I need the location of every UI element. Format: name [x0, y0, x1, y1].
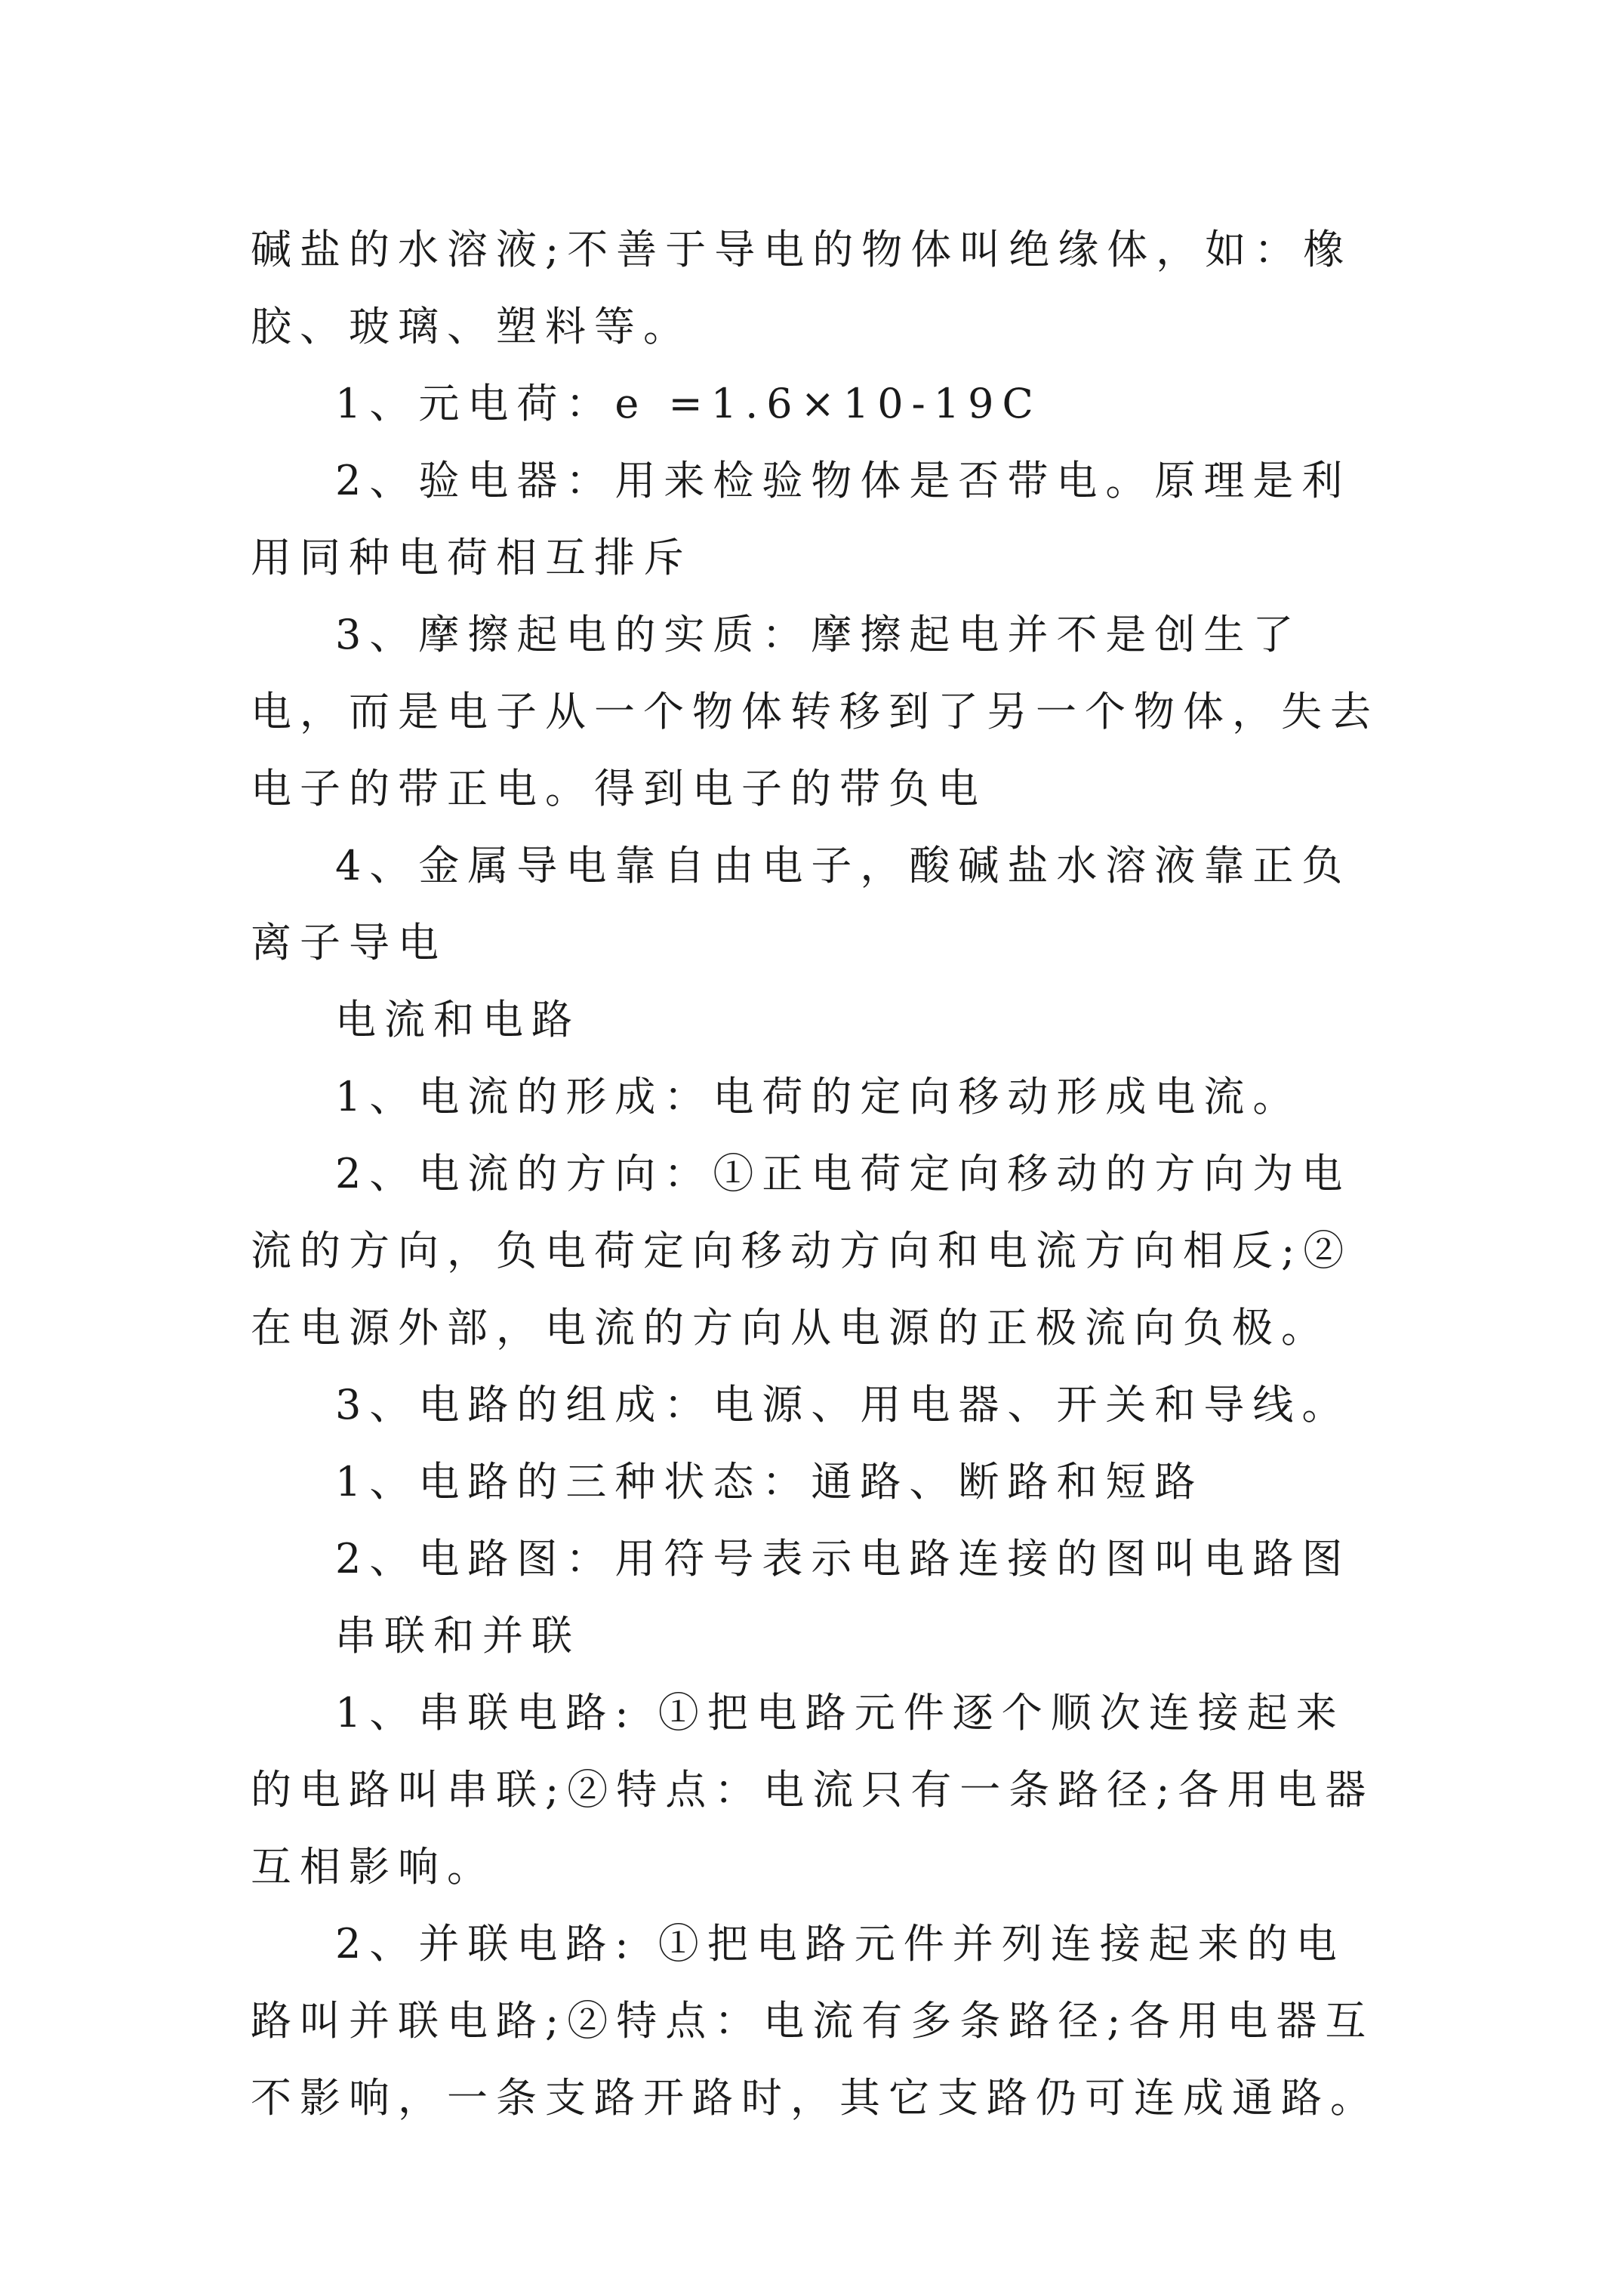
paragraph-conduction: 4、金属导电靠自由电子，酸碱盐水溶液靠正负离子导电	[251, 842, 1351, 966]
paragraph-current-direction: 2、电流的方向：①正电荷定向移动的方向为电流的方向，负电荷定向移动方向和电流方向相反;②在电源外部，电流的方向从电源的正极流向负极。	[251, 1150, 1353, 1351]
paragraph-electroscope: 2、验电器：用来检验物体是否带电。原理是利用同种电荷相互排斥	[251, 457, 1351, 581]
section-heading-series-parallel: 串联和并联	[335, 1612, 581, 1660]
paragraph-series-circuit: 1、串联电路: ①把电路元件逐个顺次连接起来的电路叫串联;②特点：电流只有一条路径;各用电器互相影响。	[251, 1689, 1375, 1891]
section-heading-current-circuit: 电流和电路	[335, 996, 581, 1043]
paragraph-continuation: 碱盐的水溶液;不善于导电的物体叫绝缘体，如：橡胶、玻璃、塑料等。	[251, 226, 1353, 350]
paragraph-circuit-diagram: 2、电路图：用符号表示电路连接的图叫电路图	[335, 1535, 1351, 1583]
paragraph-circuit-states: 1、电路的三种状态：通路、断路和短路	[335, 1458, 1204, 1505]
paragraph-circuit-components: 3、电路的组成：电源、用电器、开关和导线。	[335, 1381, 1351, 1428]
paragraph-parallel-circuit: 2、并联电路: ①把电路元件并列连接起来的电路叫并联电路;②特点：电流有多条路径;各用电器互不影响，一条支路开路时，其它支路仍可连成通路。	[251, 1920, 1379, 2122]
document-body	[251, 211, 1383, 2137]
paragraph-friction-charging: 3、摩擦起电的实质：摩擦起电并不是创生了电，而是电子从一个物体转移到了另一个物体，失去电子的带正电。得到电子的带负电	[251, 611, 1379, 812]
paragraph-elementary-charge: 1、元电荷：e =1.6×10-19C	[335, 380, 1042, 427]
paragraph-current-formation: 1、电流的形成：电荷的定向移动形成电流。	[335, 1073, 1302, 1120]
